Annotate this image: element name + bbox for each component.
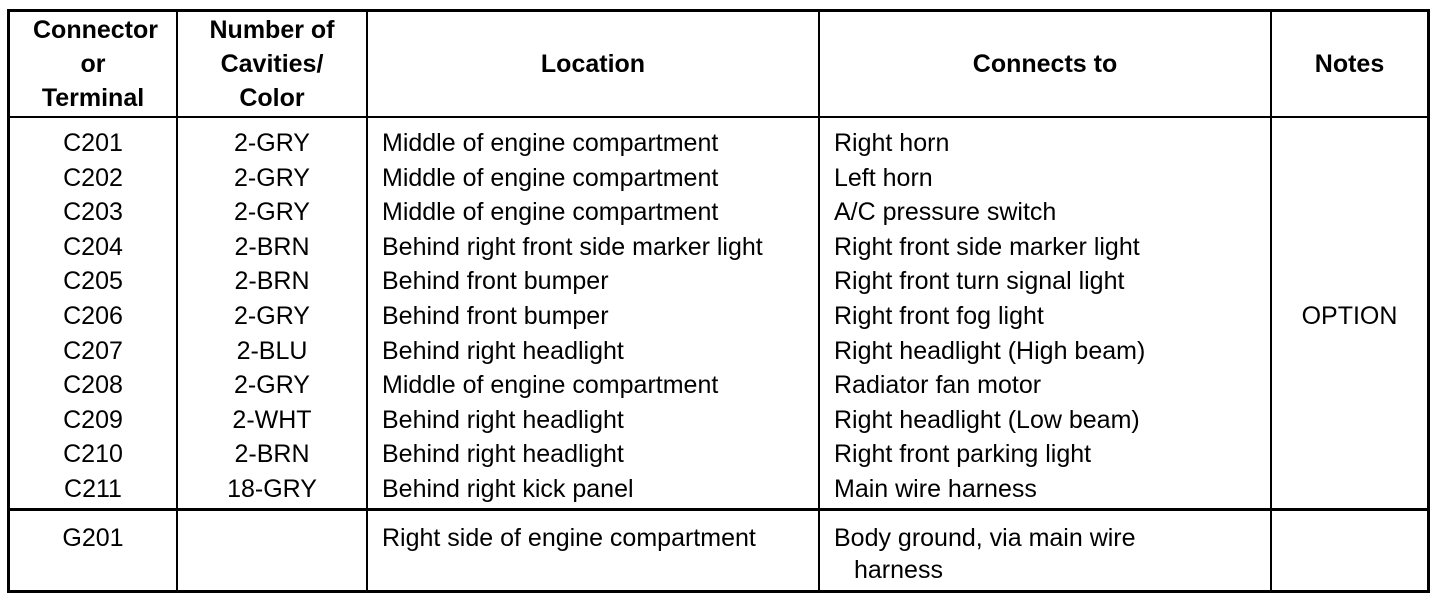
ground-connects-to-line: harness [854, 556, 943, 584]
table-cell-connects-to: Right front parking light [834, 440, 1092, 469]
header-cavities-label: Number of Cavities/ Color [209, 16, 335, 112]
table-cell-cavities: 2-BRN [234, 440, 310, 469]
table-cell-location: Middle of engine compartment [382, 163, 719, 192]
header-location-label: Location [540, 50, 646, 78]
location-column [382, 126, 816, 507]
table-cell-cavities: 2-GRY [234, 301, 310, 330]
table-cell-connector: C206 [63, 301, 123, 330]
table-cell-connects-to: Right front fog light [834, 301, 1044, 330]
table-cell-location: Middle of engine compartment [382, 129, 719, 157]
table-cell-location: Behind front bumper [382, 301, 609, 330]
header-connects-to [820, 12, 1270, 116]
table-cell-location: Middle of engine compartment [382, 371, 719, 400]
table-cell-cavities: 2-GRY [234, 371, 310, 400]
table-cell-cavities: 2-BRN [234, 232, 310, 261]
table-cell-cavities: 2-BLU [236, 336, 308, 365]
table-cell-location: Behind right front side marker light [382, 232, 763, 261]
option-note: OPTION [1301, 302, 1398, 330]
table-cell-location: Middle of engine compartment [382, 198, 719, 227]
table-cell-connects-to: Right horn [834, 129, 950, 157]
table-cell-location: Behind right headlight [382, 440, 624, 469]
table-cell-connects-to: A/C pressure switch [834, 198, 1057, 227]
ground-connector-cell: G201 [62, 524, 124, 552]
table-cell-connector: C211 [64, 474, 122, 503]
table-cell-connects-to: Right headlight (High beam) [834, 336, 1146, 365]
table-cell-location: Behind right headlight [382, 405, 624, 434]
ground-location-cell: Right side of engine compartment [382, 524, 756, 552]
connector-column [10, 126, 176, 507]
header-connector [10, 12, 176, 116]
table-cell-cavities: 2-GRY [234, 198, 310, 227]
header-divider [10, 116, 1427, 118]
header-notes [1272, 12, 1427, 116]
table-cell-connector: C204 [63, 232, 123, 261]
header-location [368, 12, 818, 116]
table-cell-connector: C205 [63, 267, 123, 296]
ground-connects-to-cell [834, 522, 1268, 586]
table-cell-connector: C202 [63, 163, 123, 192]
header-notes-label: Notes [1314, 50, 1385, 78]
header-connects-to-label: Connects to [972, 50, 1118, 78]
table-cell-connector: C203 [63, 198, 123, 227]
table-cell-cavities: 2-BRN [234, 267, 310, 296]
table-cell-cavities: 2-GRY [234, 163, 310, 192]
header-cavities [178, 12, 366, 116]
table-cell-connects-to: Radiator fan motor [834, 371, 1042, 400]
connector-table [7, 9, 1430, 593]
table-cell-connector: C207 [63, 336, 123, 365]
table-cell-cavities: 18-GRY [227, 474, 317, 503]
table-cell-connector: C208 [63, 371, 123, 400]
table-cell-connects-to: Main wire harness [834, 474, 1037, 503]
table-cell-connects-to: Right front side marker light [834, 232, 1140, 261]
ground-row-divider [10, 508, 1427, 511]
table-cell-connector: C210 [63, 440, 123, 469]
table-cell-connects-to: Right headlight (Low beam) [834, 405, 1140, 434]
table-cell-location: Behind right kick panel [382, 474, 634, 503]
cavities-column [178, 126, 366, 507]
table-cell-location: Behind front bumper [382, 267, 609, 296]
table-cell-connector: C209 [63, 405, 123, 434]
table-cell-cavities: 2-GRY [234, 129, 310, 157]
table-cell-cavities: 2-WHT [232, 405, 312, 434]
table-cell-location: Behind right headlight [382, 336, 624, 365]
table-cell-connector: C201 [63, 129, 123, 157]
connects-to-column [834, 126, 1268, 507]
ground-connects-to-line: Body ground, via main wire [834, 524, 1136, 552]
table-cell-connects-to: Right front turn signal light [834, 267, 1125, 296]
table-cell-connects-to: Left horn [834, 163, 933, 192]
header-connector-label: Connector or Terminal [33, 16, 158, 112]
